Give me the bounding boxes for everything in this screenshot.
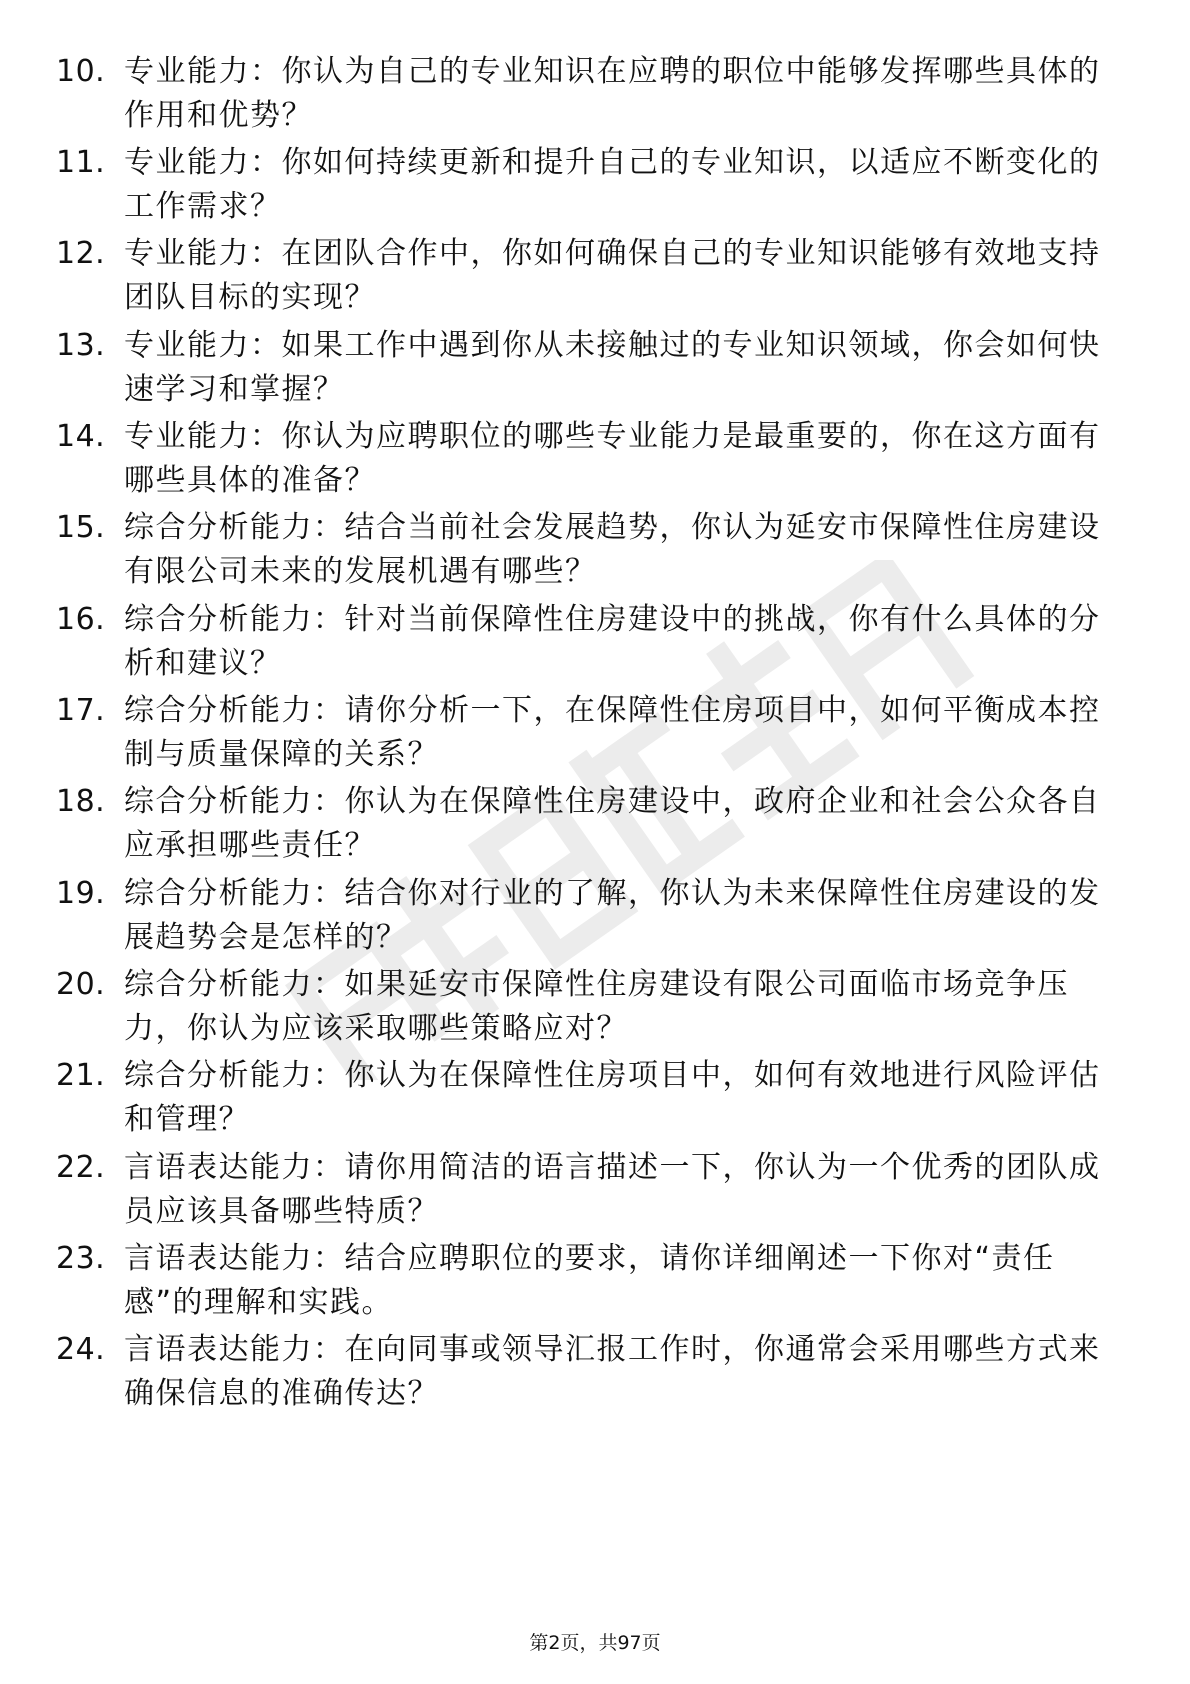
question-item bbox=[0, 1328, 1190, 1428]
question-item bbox=[0, 963, 1190, 1063]
question-text: 专业能力：如果工作中遇到你从未接触过的专业知识领域，你会如何快速学习和掌握？ bbox=[124, 328, 1101, 407]
question-item bbox=[0, 1237, 1190, 1337]
question-text: 言语表达能力：在向同事或领导汇报工作时，你通常会采用哪些方式来确保信息的准确传达？ bbox=[124, 1332, 1101, 1411]
question-item bbox=[0, 1054, 1190, 1154]
question-number: 14. bbox=[56, 419, 106, 454]
question-text: 言语表达能力：结合应聘职位的要求，请你详细阐述一下你对“责任感”的理解和实践。 bbox=[124, 1241, 1055, 1320]
question-number: 23. bbox=[56, 1241, 106, 1276]
question-item bbox=[0, 324, 1190, 424]
question-text: 专业能力：在团队合作中，你如何确保自己的专业知识能够有效地支持团队目标的实现？ bbox=[124, 236, 1101, 315]
question-number: 24. bbox=[56, 1332, 106, 1367]
question-item bbox=[0, 780, 1190, 880]
question-text: 综合分析能力：你认为在保障性住房项目中，如何有效地进行风险评估和管理？ bbox=[124, 1058, 1101, 1137]
question-item bbox=[0, 506, 1190, 606]
question-item bbox=[0, 872, 1190, 972]
page-number-label: 第2页，共97页 bbox=[529, 1632, 661, 1654]
question-text: 专业能力：你认为应聘职位的哪些专业能力是最重要的，你在这方面有哪些具体的准备？ bbox=[124, 419, 1101, 498]
question-text: 综合分析能力：请你分析一下，在保障性住房项目中，如何平衡成本控制与质量保障的关系？ bbox=[124, 693, 1101, 772]
question-item bbox=[0, 141, 1190, 241]
question-item bbox=[0, 1146, 1190, 1246]
question-number: 15. bbox=[56, 510, 106, 545]
question-item bbox=[0, 232, 1190, 332]
question-number: 11. bbox=[56, 145, 106, 180]
question-text: 综合分析能力：结合你对行业的了解，你认为未来保障性住房建设的发展趋势会是怎样的？ bbox=[124, 876, 1101, 955]
question-number: 17. bbox=[56, 693, 106, 728]
question-text: 专业能力：你认为自己的专业知识在应聘的职位中能够发挥哪些具体的作用和优势？ bbox=[124, 54, 1101, 133]
question-number: 22. bbox=[56, 1150, 106, 1185]
question-item bbox=[0, 689, 1190, 789]
page-footer bbox=[0, 1630, 1190, 1656]
question-item bbox=[0, 598, 1190, 698]
question-number: 18. bbox=[56, 784, 106, 819]
question-text: 综合分析能力：结合当前社会发展趋势，你认为延安市保障性住房建设有限公司未来的发展机遇有哪些？ bbox=[124, 510, 1101, 589]
question-text: 专业能力：你如何持续更新和提升自己的专业知识，以适应不断变化的工作需求？ bbox=[124, 145, 1101, 224]
question-number: 12. bbox=[56, 236, 106, 271]
question-text: 综合分析能力：如果延安市保障性住房建设有限公司面临市场竞争压力，你认为应该采取哪些策略应对？ bbox=[124, 967, 1069, 1046]
question-text: 综合分析能力：针对当前保障性住房建设中的挑战，你有什么具体的分析和建议？ bbox=[124, 602, 1101, 681]
question-number: 16. bbox=[56, 602, 106, 637]
question-text: 综合分析能力：你认为在保障性住房建设中，政府企业和社会公众各自应承担哪些责任？ bbox=[124, 784, 1101, 863]
question-text: 言语表达能力：请你用简洁的语言描述一下，你认为一个优秀的团队成员应该具备哪些特质？ bbox=[124, 1150, 1101, 1229]
question-number: 19. bbox=[56, 876, 106, 911]
question-item bbox=[0, 50, 1190, 150]
question-number: 20. bbox=[56, 967, 106, 1002]
question-number: 10. bbox=[56, 54, 106, 89]
question-item bbox=[0, 415, 1190, 515]
question-number: 13. bbox=[56, 328, 106, 363]
question-number: 21. bbox=[56, 1058, 106, 1093]
